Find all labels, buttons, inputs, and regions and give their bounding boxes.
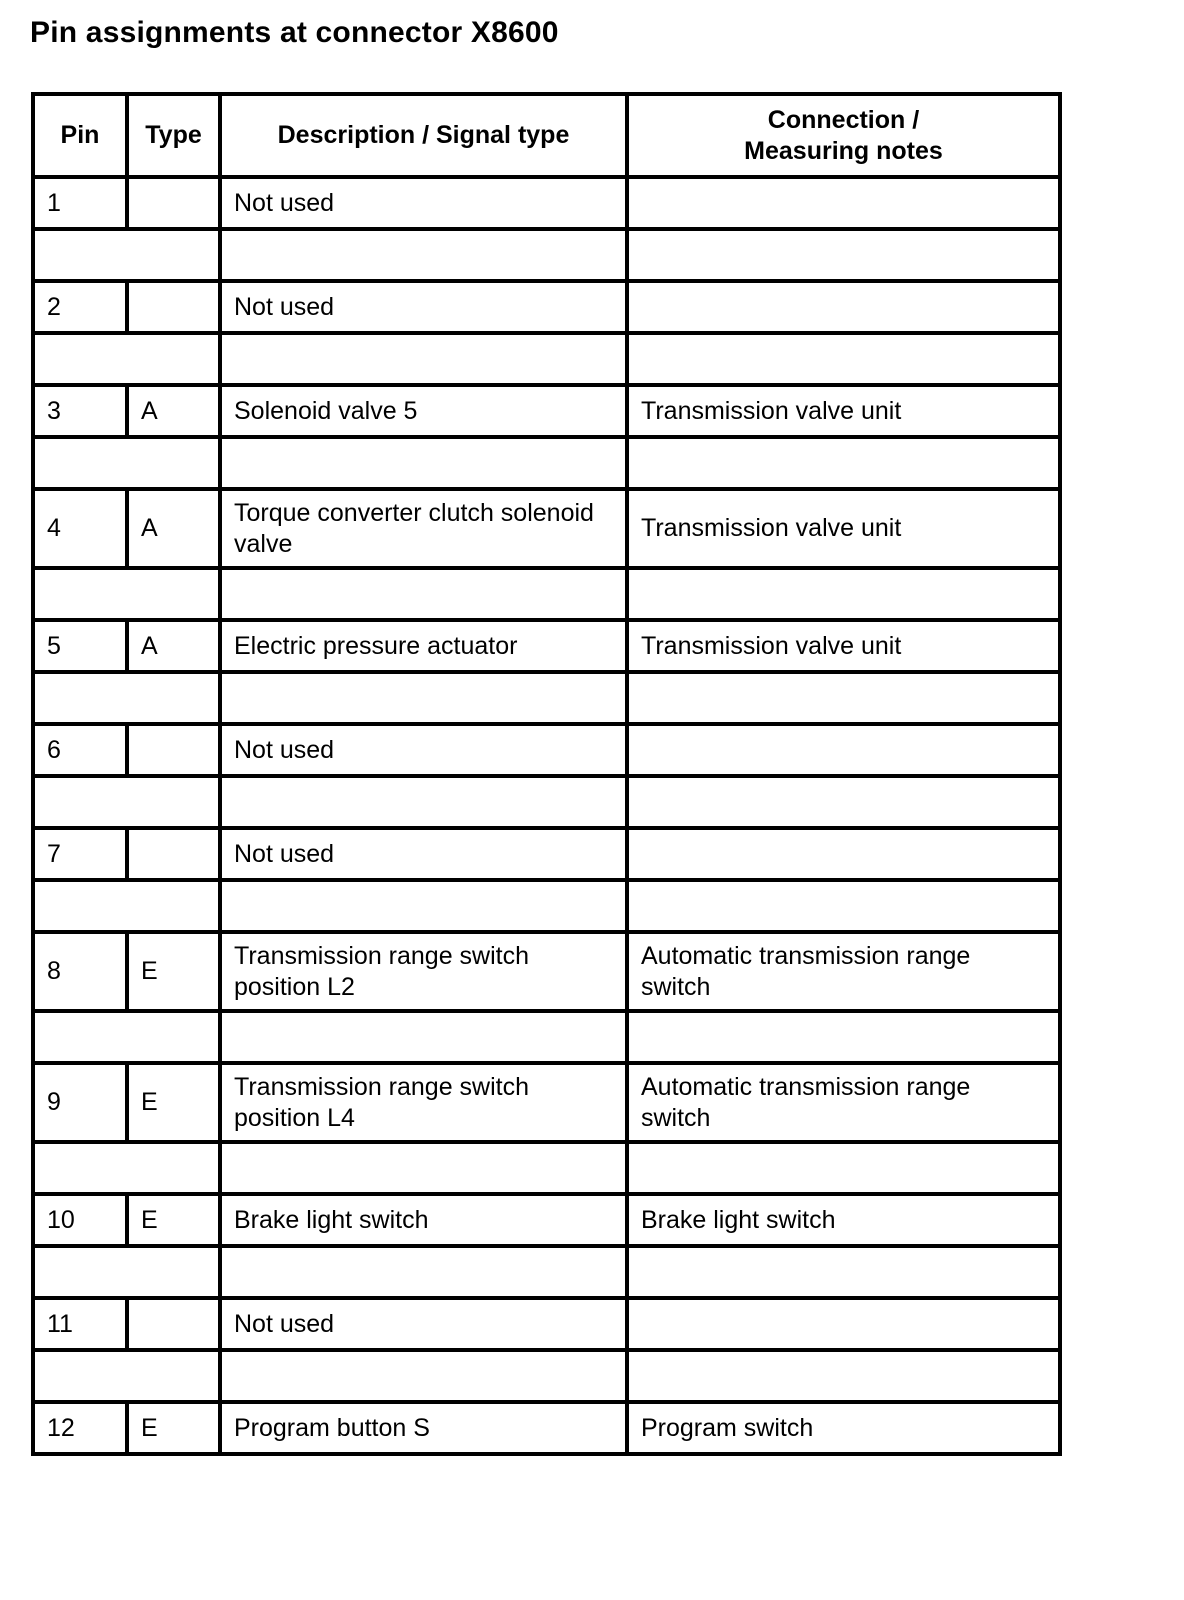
spacer-row <box>33 880 1060 932</box>
cell-pin: 6 <box>33 724 127 776</box>
cell-pin: 10 <box>33 1194 127 1246</box>
table-row <box>33 385 1060 437</box>
cell-connection: Automatic transmission range switch <box>627 932 1060 1011</box>
table-row <box>33 724 1060 776</box>
cell-connection <box>627 1298 1060 1350</box>
spacer-row <box>33 1142 1060 1194</box>
table-row <box>33 932 1060 1011</box>
cell-type: E <box>127 1194 220 1246</box>
header-type: Type <box>127 94 220 177</box>
table-row <box>33 1063 1060 1142</box>
cell-pin: 3 <box>33 385 127 437</box>
cell-pin: 11 <box>33 1298 127 1350</box>
cell-description: Solenoid valve 5 <box>220 385 627 437</box>
header-connection <box>627 94 1060 177</box>
table-header-row <box>33 94 1060 177</box>
cell-description: Not used <box>220 177 627 229</box>
cell-connection: Program switch <box>627 1402 1060 1454</box>
cell-pin: 12 <box>33 1402 127 1454</box>
cell-pin: 5 <box>33 620 127 672</box>
cell-type: A <box>127 385 220 437</box>
spacer-row <box>33 229 1060 281</box>
cell-description: Not used <box>220 724 627 776</box>
table-row <box>33 177 1060 229</box>
header-connection-line1: Connection / <box>767 105 920 134</box>
table-row <box>33 489 1060 568</box>
cell-pin: 8 <box>33 932 127 1011</box>
page-title: Pin assignments at connector X8600 <box>30 16 559 49</box>
cell-type <box>127 177 220 229</box>
cell-type <box>127 281 220 333</box>
spacer-row <box>33 333 1060 385</box>
spacer-row <box>33 776 1060 828</box>
cell-description: Not used <box>220 1298 627 1350</box>
cell-description: Torque converter clutch solenoid valve <box>220 489 627 568</box>
cell-connection: Transmission valve unit <box>627 489 1060 568</box>
cell-connection: Transmission valve unit <box>627 385 1060 437</box>
cell-pin: 2 <box>33 281 127 333</box>
header-description: Description / Signal type <box>220 94 627 177</box>
cell-connection <box>627 281 1060 333</box>
cell-connection: Automatic transmission range switch <box>627 1063 1060 1142</box>
table-row <box>33 1298 1060 1350</box>
cell-description: Not used <box>220 828 627 880</box>
header-connection-line2: Measuring notes <box>744 136 943 165</box>
cell-type <box>127 724 220 776</box>
cell-type: E <box>127 932 220 1011</box>
table-row <box>33 620 1060 672</box>
table-row <box>33 1402 1060 1454</box>
spacer-row <box>33 1350 1060 1402</box>
pin-assignment-table <box>31 92 1062 1456</box>
cell-description: Program button S <box>220 1402 627 1454</box>
spacer-row <box>33 568 1060 620</box>
spacer-row <box>33 1246 1060 1298</box>
cell-type: A <box>127 489 220 568</box>
spacer-row <box>33 1011 1060 1063</box>
cell-description: Brake light switch <box>220 1194 627 1246</box>
cell-connection <box>627 177 1060 229</box>
cell-pin: 4 <box>33 489 127 568</box>
cell-type <box>127 828 220 880</box>
header-pin: Pin <box>33 94 127 177</box>
spacer-row <box>33 437 1060 489</box>
cell-description: Not used <box>220 281 627 333</box>
cell-connection <box>627 724 1060 776</box>
cell-type: E <box>127 1063 220 1142</box>
cell-description: Electric pressure actuator <box>220 620 627 672</box>
cell-connection: Brake light switch <box>627 1194 1060 1246</box>
cell-pin: 9 <box>33 1063 127 1142</box>
table-row <box>33 1194 1060 1246</box>
cell-description: Transmission range switch position L2 <box>220 932 627 1011</box>
cell-description: Transmission range switch position L4 <box>220 1063 627 1142</box>
table-row <box>33 828 1060 880</box>
cell-pin: 1 <box>33 177 127 229</box>
cell-type <box>127 1298 220 1350</box>
cell-pin: 7 <box>33 828 127 880</box>
spacer-row <box>33 672 1060 724</box>
cell-connection: Transmission valve unit <box>627 620 1060 672</box>
table-row <box>33 281 1060 333</box>
cell-type: A <box>127 620 220 672</box>
cell-connection <box>627 828 1060 880</box>
cell-type: E <box>127 1402 220 1454</box>
